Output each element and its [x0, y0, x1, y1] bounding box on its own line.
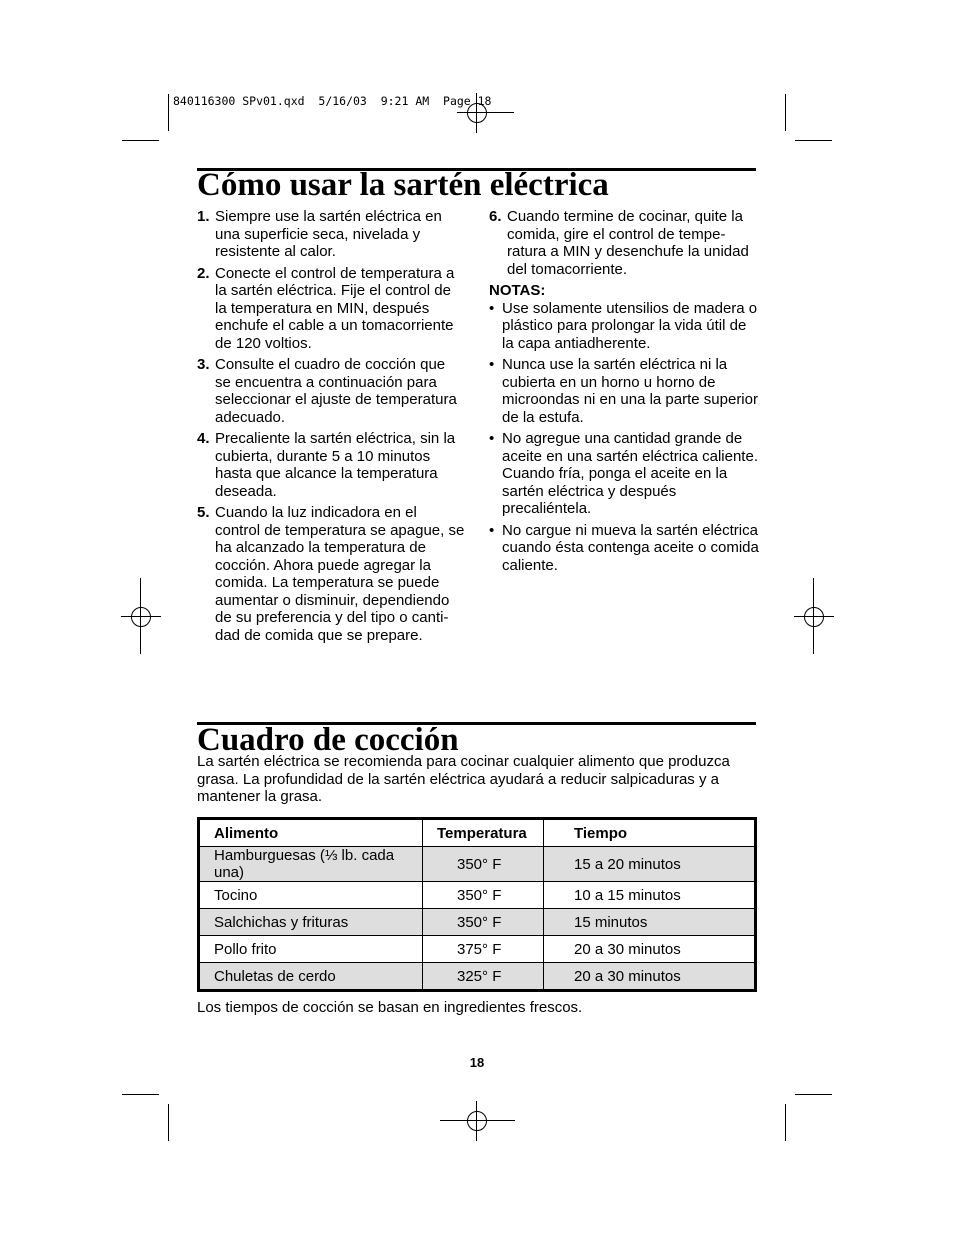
- column-header: Alimento: [199, 819, 423, 847]
- table-row: [199, 936, 756, 963]
- registration-line: [440, 1120, 515, 1121]
- step-text: Precaliente la sartén eléctrica, sin la cubierta, durante 5 a 10 minutos hasta que alcance la temperatura deseada.: [215, 430, 456, 500]
- step-item: [197, 356, 465, 426]
- time-cell: 15 a 20 minutos: [544, 847, 756, 882]
- temperature-cell: 350° F: [423, 882, 544, 909]
- step-text: Siempre use la sartén eléctrica en una superficie seca, nivelada y resistente al calor.: [215, 208, 442, 260]
- crop-mark: [168, 1104, 169, 1141]
- crop-mark: [168, 94, 169, 131]
- table-row: [199, 963, 756, 991]
- step-item: [489, 208, 759, 278]
- step-number: 1.: [197, 208, 210, 225]
- notes-heading: NOTAS:: [489, 282, 546, 299]
- registration-line: [813, 578, 814, 654]
- crop-mark: [795, 140, 832, 141]
- time-cell: 20 a 30 minutos: [544, 936, 756, 963]
- step-number: 6.: [489, 208, 502, 225]
- crop-mark: [785, 94, 786, 131]
- note-item: [489, 430, 759, 518]
- bullet: •: [489, 356, 495, 373]
- step-item: [197, 504, 465, 644]
- crop-mark: [122, 1094, 159, 1095]
- time-cell: 10 a 15 minutos: [544, 882, 756, 909]
- file-slug: 840116300 SPv01.qxd 5/16/03 9:21 AM Page 18: [173, 94, 492, 108]
- cooking-chart-table: [197, 817, 757, 992]
- table-row: [199, 882, 756, 909]
- step-item: [197, 265, 465, 353]
- step-text: Cuando termine de cocinar, quite la comida, gire el control de tempe-ratura a MIN y desenchufe la unidad del tomacorriente.: [507, 208, 749, 278]
- crop-mark: [785, 1104, 786, 1141]
- note-text: No cargue ni mueva la sartén eléctrica cuando ésta contenga aceite o comida caliente.: [502, 521, 759, 574]
- temperature-cell: 325° F: [423, 963, 544, 991]
- bullet: •: [489, 521, 495, 539]
- time-cell: 15 minutos: [544, 909, 756, 936]
- column-header: Tiempo: [544, 819, 756, 847]
- registration-line: [476, 112, 514, 113]
- food-cell: Salchichas y frituras: [199, 909, 423, 936]
- note-text: Use solamente utensilios de madera o plástico para prolongar la vida útil de la capa antiadherente.: [502, 299, 758, 352]
- column-header: Temperatura: [423, 819, 544, 847]
- step-item: [197, 430, 465, 500]
- bullet: •: [489, 299, 495, 317]
- steps-column-left: [197, 208, 465, 648]
- food-cell: Tocino: [199, 882, 423, 909]
- temperature-cell: 375° F: [423, 936, 544, 963]
- step-number: 4.: [197, 430, 210, 447]
- registration-mark-icon: [121, 597, 161, 637]
- crop-mark: [795, 1094, 832, 1095]
- table-header-row: [199, 819, 756, 847]
- step-number: 2.: [197, 264, 210, 282]
- chart-intro: La sartén eléctrica se recomienda para cocinar cualquier alimento que produzca grasa. La profundidad de la sartén eléctrica ayudará a reducir salpicaduras y a mantener la grasa.: [197, 753, 730, 805]
- note-text: Nunca use la sartén eléctrica ni la cubierta en un horno u horno de microondas ni en una la parte superior de la estufa.: [502, 356, 758, 426]
- chart-footnote: Los tiempos de cocción se basan en ingredientes frescos.: [197, 999, 583, 1016]
- note-item: [489, 522, 759, 575]
- steps-column-right: [489, 208, 759, 578]
- section-title: Cuadro de cocción: [197, 722, 459, 758]
- registration-mark-icon: [457, 1101, 497, 1141]
- food-cell: Hamburguesas (⅓ lb. cada una): [199, 847, 423, 882]
- food-cell: Chuletas de cerdo: [199, 963, 423, 991]
- crop-mark: [122, 140, 159, 141]
- registration-line: [140, 578, 141, 654]
- food-cell: Pollo frito: [199, 936, 423, 963]
- step-text: Conecte el control de temperatura a la sartén eléctrica. Fije el control de la temperatura en MIN, después enchufe el cable a un tomacorriente de 120 voltios.: [215, 264, 455, 352]
- table-row: [199, 847, 756, 882]
- step-item: [197, 208, 465, 261]
- step-number: 5.: [197, 504, 210, 521]
- table-row: [199, 909, 756, 936]
- time-cell: 20 a 30 minutos: [544, 963, 756, 991]
- step-text: Consulte el cuadro de cocción que se encuentra a continuación para seleccionar el ajuste de temperatura adecuado.: [215, 356, 457, 426]
- note-item: [489, 300, 759, 353]
- bullet: •: [489, 430, 495, 447]
- temperature-cell: 350° F: [423, 847, 544, 882]
- step-number: 3.: [197, 356, 210, 373]
- note-item: [489, 356, 759, 426]
- temperature-cell: 350° F: [423, 909, 544, 936]
- note-text: No agregue una cantidad grande de aceite en una sartén eléctrica caliente. Cuando fría, ponga el aceite en la sartén eléctrica y después precaliéntela.: [502, 430, 758, 517]
- registration-mark-icon: [794, 597, 834, 637]
- page-number: 18: [469, 1055, 485, 1070]
- section-title: Cómo usar la sartén eléctrica: [197, 167, 609, 203]
- step-text: Cuando la luz indicadora en el control de temperatura se apague, se ha alcanzado la temperatura de cocción. Ahora puede agregar la comida. La temperatura se puede aumentar o disminuir, dependiendo de su preferencia y del tipo o canti-dad de comida que se prepare.: [215, 504, 465, 644]
